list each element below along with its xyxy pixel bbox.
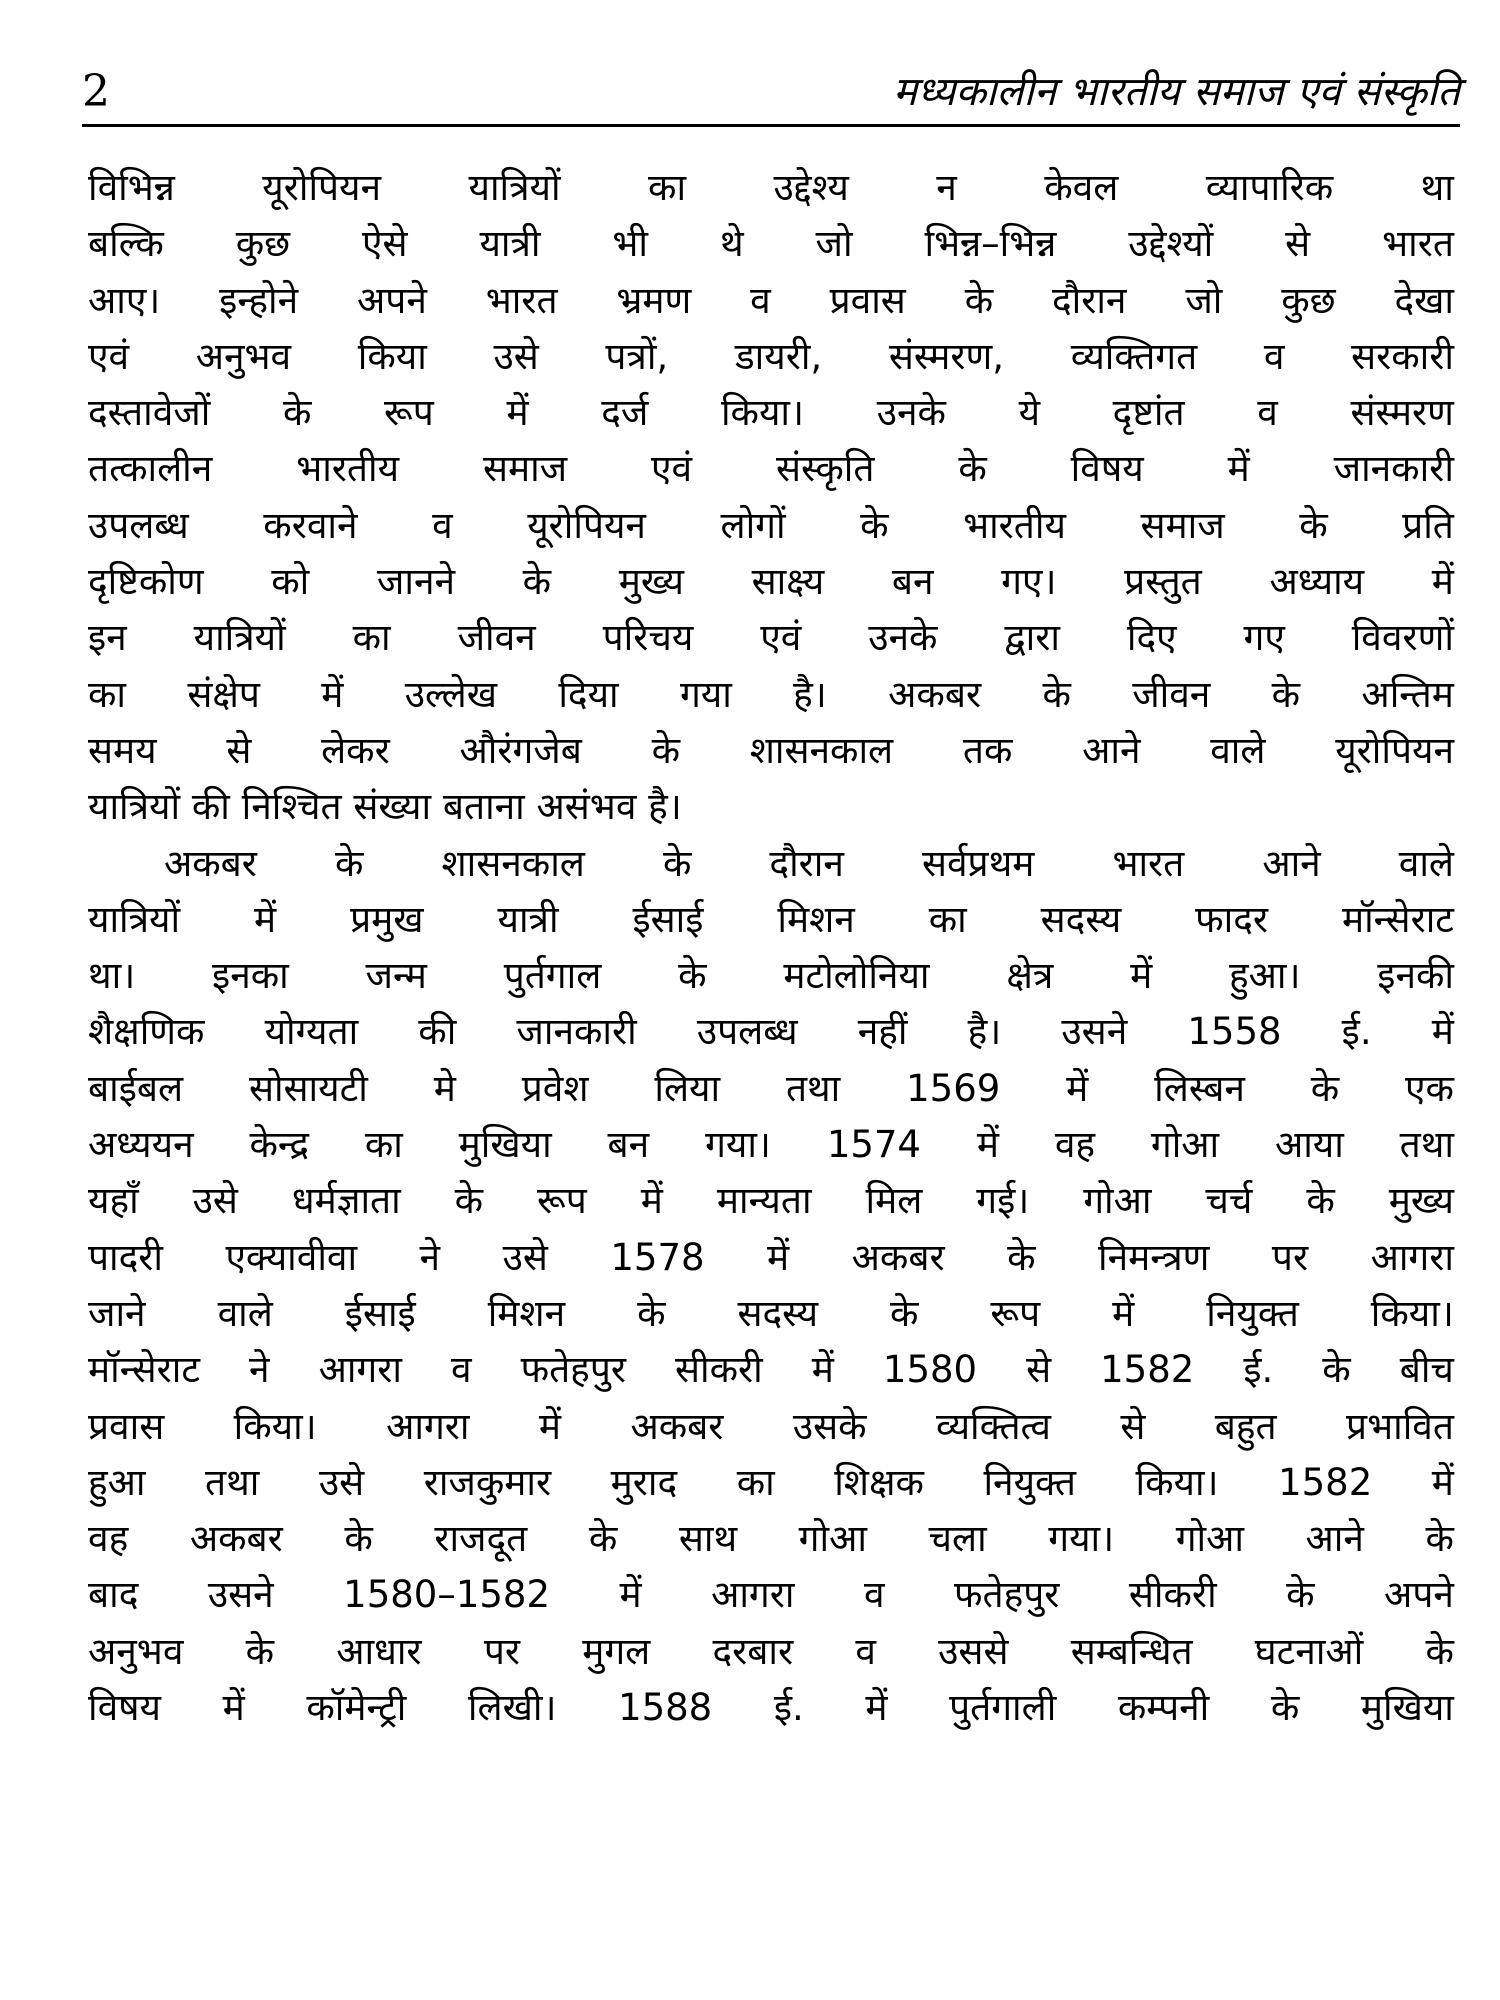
text-line: विभिन्न यूरोपियन यात्रियों का उद्देश्य न केवल व्यापारिक था [88,166,1454,209]
text-line: का संक्षेप में उल्लेख दिया गया है। अकबर के जीवन के अन्तिम [88,672,1454,716]
text-line: था। इनका जन्म पुर्तगाल के मटोलोनिया क्षेत्र में हुआ। इनकी [88,954,1454,998]
text-line: एवं अनुभव किया उसे पत्रों, डायरी, संस्मरण, व्यक्तिगत व सरकारी [88,334,1454,378]
text-line: अनुभव के आधार पर मुगल दरबार व उससे सम्बन्धित घटनाओं के [88,1629,1454,1673]
text-line: समय से लेकर औरंगजेब के शासनकाल तक आने वाले यूरोपियन [88,728,1454,772]
text-line: अकबर के शासनकाल के दौरान सर्वप्रथम भारत आने वाले [164,841,1454,885]
text-line: यात्रियों में प्रमुख यात्री ईसाई मिशन का सदस्य फादर मॉन्सेराट [88,897,1454,941]
paragraph-2 [88,836,1454,1737]
body-text [88,160,1454,1736]
page-header [82,64,1460,124]
text-line: बल्कि कुछ ऐसे यात्री भी थे जो भिन्न–भिन्न उद्देश्यों से भारत [88,222,1454,266]
text-line: अध्ययन केन्द्र का मुखिया बन गया। 1574 में वह गोआ आया तथा [88,1123,1454,1167]
text-line: यात्रियों की निश्चित संख्या बताना असंभव है। [88,785,682,829]
text-line: बाईबल सोसायटी मे प्रवेश लिया तथा 1569 में लिस्बन के एक [88,1066,1454,1110]
text-line: आए। इन्होने अपने भारत भ्रमण व प्रवास के दौरान जो कुछ देखा [88,278,1454,322]
text-line: यहाँ उसे धर्मज्ञाता के रूप में मान्यता मिल गई। गोआ चर्च के मुख्य [88,1179,1454,1223]
page-number: 2 [82,66,110,117]
text-line: दृष्टिकोण को जानने के मुख्य साक्ष्य बन गए। प्रस्तुत अध्याय में [88,560,1454,604]
text-line: वह अकबर के राजदूत के साथ गोआ चला गया। गोआ आने के [88,1517,1454,1561]
text-line: विषय में कॉमेन्ट्री लिखी। 1588 ई. में पुर्तगाली कम्पनी के मुखिया [88,1686,1454,1730]
text-line: प्रवास किया। आगरा में अकबर उसके व्यक्तित्व से बहुत प्रभावित [88,1404,1454,1448]
text-line: तत्कालीन भारतीय समाज एवं संस्कृति के विषय में जानकारी [88,447,1454,491]
text-line: मॉन्सेराट ने आगरा व फतेहपुर सीकरी में 1580 से 1582 ई. के बीच [88,1348,1454,1392]
text-line: बाद उसने 1580–1582 में आगरा व फतेहपुर सीकरी के अपने [88,1573,1454,1617]
text-line: उपलब्ध करवाने व यूरोपियन लोगों के भारतीय समाज के प्रति [88,503,1454,547]
text-line: जाने वाले ईसाई मिशन के सदस्य के रूप में नियुक्त किया। [88,1291,1454,1335]
text-line: पादरी एक्यावीवा ने उसे 1578 में अकबर के निमन्त्रण पर आगरा [88,1235,1454,1279]
text-line: दस्तावेजों के रूप में दर्ज किया। उनके ये दृष्टांत व संस्मरण [88,391,1454,435]
header-rule [82,124,1460,127]
running-title: मध्यकालीन भारतीय समाज एवं संस्कृति [893,69,1460,115]
text-line: हुआ तथा उसे राजकुमार मुराद का शिक्षक नियुक्त किया। 1582 में [88,1460,1454,1504]
text-line: शैक्षणिक योग्यता की जानकारी उपलब्ध नहीं है। उसने 1558 ई. में [88,1010,1454,1054]
paragraph-1 [88,160,1454,836]
text-line: इन यात्रियों का जीवन परिचय एवं उनके द्वारा दिए गए विवरणों [88,616,1454,660]
